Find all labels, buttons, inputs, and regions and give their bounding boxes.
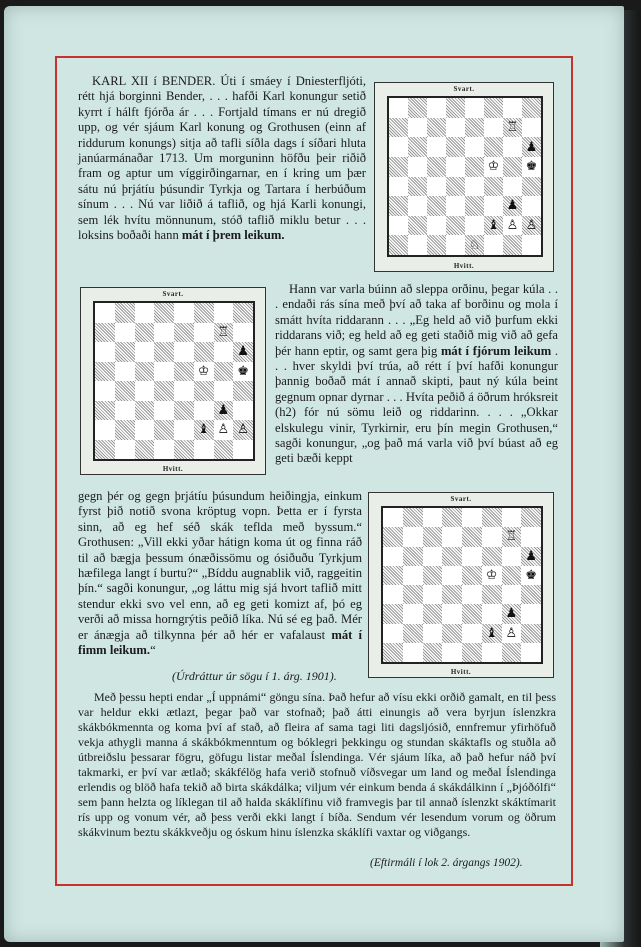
board-square: [503, 216, 522, 236]
board-square: [174, 362, 194, 382]
board-square: [214, 303, 234, 323]
chess-piece-icon: ♔: [197, 363, 210, 379]
board-square: [408, 216, 427, 236]
board-square: [403, 547, 423, 566]
board-square: [135, 303, 155, 323]
board-square: [521, 566, 541, 585]
board-square: [403, 604, 423, 623]
chess-piece-icon: ♚: [237, 363, 249, 379]
board-square: [233, 381, 253, 401]
board-square: [502, 585, 522, 604]
board-square: [408, 98, 427, 118]
board-square: [194, 323, 214, 343]
board-square: [403, 508, 423, 527]
board-square: [522, 137, 541, 157]
board-square: [465, 177, 484, 197]
board-square: [389, 98, 408, 118]
board-square: [389, 118, 408, 138]
board-square: [383, 527, 403, 546]
board-square: [465, 216, 484, 236]
board-square: [214, 323, 234, 343]
board-square: [521, 527, 541, 546]
board-square: [194, 401, 214, 421]
source-caption-1: (Úrdráttur úr sögu í 1. árg. 1901).: [172, 669, 337, 683]
chess-piece-icon: ♟: [217, 402, 230, 418]
board-square: [214, 362, 234, 382]
board-square: [403, 566, 423, 585]
diagram-label-white: Hvitt.: [162, 465, 184, 473]
board-square: [214, 440, 234, 460]
board-square: [154, 362, 174, 382]
board-square: [383, 547, 403, 566]
bold-phrase: mát í fjórum leikum: [440, 343, 552, 358]
board-square: [522, 196, 541, 216]
board-square: [174, 440, 194, 460]
board-square: [484, 177, 503, 197]
board-square: [427, 235, 446, 255]
board-square: [462, 527, 482, 546]
board-square: [383, 624, 403, 643]
diagram-label-white: Hvitt.: [453, 262, 475, 270]
chess-piece-icon: ♖: [217, 324, 230, 340]
board-square: [446, 118, 465, 138]
board-square: [383, 643, 403, 662]
board-square: [423, 527, 443, 546]
board-square: [427, 118, 446, 138]
board-square: [465, 196, 484, 216]
chessboard: [387, 96, 543, 257]
board-square: [502, 508, 522, 527]
board-square: [502, 624, 522, 643]
board-square: [115, 440, 135, 460]
board-square: [383, 604, 403, 623]
board-square: [135, 440, 155, 460]
board-square: [462, 508, 482, 527]
board-square: [389, 137, 408, 157]
chess-piece-icon: ♘: [468, 237, 481, 253]
board-square: [174, 420, 194, 440]
board-square: [194, 362, 214, 382]
chess-piece-icon: ♙: [505, 625, 518, 641]
board-square: [503, 157, 522, 177]
chess-piece-icon: ♝: [197, 422, 210, 438]
chess-diagram-1: [374, 82, 554, 272]
board-square: [502, 643, 522, 662]
story-paragraph-1: KARL XII í BENDER. Úti í smáey í Dniesterfljóti, rétt hjá borginni Bender, . . . hafði Karl konungur setið kyrrt í hálft fjórða ár . . . Fortjald tímans er nú dregið upp, og vér sjáum Karl konung og Grothusen (einn af riddurum konungs) sitja að tafli síðla dags í síðari hluta janúarmánaðar 1713. Um morguninn höfðu þeir riðið fram og aptur um víggirðingarnar, en í kring um þær sátu nú þrjátíu þúsundir Tyrkja og Tartara í herbúðum sínum . . . Nú var liðið á taflið, og hjá Karli konungi, sem lék hvítu mönnunum, stóð taflið miklu betur . . . loksins boðaði hann mát í þrem leikum.: [78, 74, 366, 243]
board-square: [423, 585, 443, 604]
board-square: [403, 527, 423, 546]
chess-piece-icon: ♟: [525, 139, 538, 155]
board-square: [174, 381, 194, 401]
board-square: [465, 157, 484, 177]
board-square: [233, 362, 253, 382]
board-square: [389, 177, 408, 197]
board-square: [194, 342, 214, 362]
board-square: [115, 303, 135, 323]
chess-piece-icon: ♙: [506, 218, 519, 234]
chess-piece-icon: ♔: [487, 159, 500, 175]
board-square: [465, 98, 484, 118]
board-square: [115, 381, 135, 401]
board-square: [154, 401, 174, 421]
source-caption-2: (Eftirmáli í lok 2. árgangs 1902).: [370, 857, 523, 869]
board-square: [115, 420, 135, 440]
board-square: [442, 604, 462, 623]
board-square: [403, 624, 423, 643]
board-square: [403, 643, 423, 662]
board-square: [465, 235, 484, 255]
board-square: [484, 196, 503, 216]
board-square: [462, 566, 482, 585]
board-square: [233, 440, 253, 460]
board-square: [502, 566, 522, 585]
board-square: [408, 235, 427, 255]
bold-phrase: mát í þrem leikum.: [181, 228, 285, 243]
board-square: [389, 235, 408, 255]
chessboard: [93, 301, 255, 461]
board-square: [135, 323, 155, 343]
board-square: [154, 303, 174, 323]
board-square: [502, 527, 522, 546]
chess-piece-icon: ♙: [525, 218, 538, 234]
board-square: [135, 342, 155, 362]
board-square: [484, 98, 503, 118]
board-square: [521, 585, 541, 604]
board-square: [482, 527, 502, 546]
board-square: [521, 547, 541, 566]
chess-piece-icon: ♖: [505, 529, 518, 545]
board-square: [521, 624, 541, 643]
board-square: [383, 566, 403, 585]
chess-piece-icon: ♝: [485, 625, 498, 641]
chess-piece-icon: ♚: [525, 567, 537, 583]
chess-piece-icon: ♟: [525, 548, 537, 564]
board-square: [95, 401, 115, 421]
board-square: [95, 323, 115, 343]
board-square: [174, 303, 194, 323]
board-square: [403, 585, 423, 604]
board-square: [482, 624, 502, 643]
board-square: [442, 527, 462, 546]
board-square: [522, 216, 541, 236]
chess-piece-icon: ♟: [237, 344, 249, 360]
board-square: [462, 624, 482, 643]
board-square: [503, 177, 522, 197]
board-square: [521, 508, 541, 527]
board-square: [194, 420, 214, 440]
board-square: [442, 566, 462, 585]
board-square: [484, 137, 503, 157]
board-square: [95, 303, 115, 323]
board-square: [115, 323, 135, 343]
board-square: [154, 342, 174, 362]
board-square: [194, 381, 214, 401]
board-square: [115, 362, 135, 382]
board-square: [214, 420, 234, 440]
board-square: [482, 643, 502, 662]
board-square: [503, 98, 522, 118]
board-square: [502, 604, 522, 623]
board-square: [521, 604, 541, 623]
chess-diagram-3: [368, 492, 554, 678]
board-square: [115, 401, 135, 421]
story-paragraph-2: Hann var varla búinn að sleppa orðinu, þegar kúla . . . endaði rás sína með því að taka af borðinu og mola í smátt hvíta riddarann . . . „Eg held að við þurfum ekki riddarans við; eg held að eg geti staðið mig við að gefa þér hann eptir, og samt gera þig mát í fjórum leikum . . . hver skyldi því trúa, að rétt í því hafði konungur þannig boðað mát í annað skipti, þaut ný kúla beint gegnum opnar dyrnar . . . Hvíta peðið á öðrum hróksreit (h2) fór nú sömu leið og riddarinn. . . . „Okkar elskulegu vinir, Tyrkirnir, eru þín megin Grothusen,“ sagði konungur, „og það má varla við því búast að eg geti bæði keppt: [275, 282, 559, 466]
board-square: [484, 216, 503, 236]
board-square: [214, 342, 234, 362]
board-square: [423, 604, 443, 623]
chess-piece-icon: ♔: [485, 567, 498, 583]
board-square: [389, 157, 408, 177]
board-square: [408, 177, 427, 197]
board-square: [446, 235, 465, 255]
board-square: [233, 420, 253, 440]
afterword-paragraph: Með þessu hepti endar „Í uppnámi“ göngu sína. Það hefur að vísu ekki orðið gamalt, en til þess var heldur ekki ætlazt, þegar það var stofnað; það átti einungis að vera byrjun íslenzkra skákbókmennta og koma því af stað, að fleira af sama tagi liti dagsljósið, ennfremur yfirhöfuð vekja athygli manna á skákbókmenntum og bóklegri þekkingu og stundan skáktafls og stuðla að útbreiðslu þessarar fögru, göfugu listar meðal Íslendinga. Vér sjáum líka, að það hefur náð því takmarki, er því var ætlað; skákfélög hafa verið stofnuð víðsvegar um land og meðal Íslendinga erlendis og blöð hafa tekið að birta skákdálka; viljum vér einkum benda á skákdálkinn í „Þjóðólfi“ sem þann helzta og líklegan til að halda skáklífinu við framvegis þar til annað íslenzkt skáktímarit rís upp og vonum vér, að þess verði ekki langt í bíða. Sendum vér lesendum vorum og öðrum skákvinum beztu skákkveðju og óskum hinu íslenzka skáklífi vaxtar og viðgangs.: [78, 690, 556, 839]
board-square: [465, 137, 484, 157]
board-square: [135, 381, 155, 401]
board-square: [383, 585, 403, 604]
board-square: [95, 381, 115, 401]
board-square: [462, 547, 482, 566]
board-square: [408, 196, 427, 216]
board-square: [427, 157, 446, 177]
board-square: [423, 566, 443, 585]
board-square: [233, 303, 253, 323]
board-square: [427, 196, 446, 216]
board-square: [174, 342, 194, 362]
board-square: [446, 216, 465, 236]
board-square: [484, 157, 503, 177]
board-square: [214, 401, 234, 421]
board-square: [503, 118, 522, 138]
board-square: [135, 401, 155, 421]
board-square: [522, 177, 541, 197]
chess-piece-icon: ♚: [525, 159, 538, 175]
board-square: [427, 177, 446, 197]
chess-piece-icon: ♖: [506, 119, 519, 135]
board-square: [135, 362, 155, 382]
board-square: [442, 508, 462, 527]
board-square: [383, 508, 403, 527]
board-square: [427, 98, 446, 118]
board-square: [462, 643, 482, 662]
board-square: [482, 547, 502, 566]
chess-piece-icon: ♟: [505, 606, 518, 622]
board-square: [95, 342, 115, 362]
board-square: [446, 177, 465, 197]
board-square: [442, 547, 462, 566]
board-square: [442, 585, 462, 604]
diagram-label-black: Svart.: [450, 495, 472, 503]
board-square: [446, 137, 465, 157]
spine-edge: [621, 880, 639, 920]
chess-diagram-2: [80, 287, 266, 475]
board-square: [423, 508, 443, 527]
board-square: [462, 604, 482, 623]
board-square: [427, 216, 446, 236]
board-square: [446, 196, 465, 216]
board-square: [521, 643, 541, 662]
board-square: [408, 157, 427, 177]
board-square: [174, 401, 194, 421]
board-square: [446, 98, 465, 118]
board-square: [462, 585, 482, 604]
board-square: [442, 643, 462, 662]
board-square: [233, 401, 253, 421]
board-square: [174, 323, 194, 343]
board-square: [482, 566, 502, 585]
board-square: [503, 235, 522, 255]
board-square: [522, 98, 541, 118]
board-square: [502, 547, 522, 566]
board-square: [115, 342, 135, 362]
board-square: [503, 137, 522, 157]
board-square: [484, 118, 503, 138]
board-square: [484, 235, 503, 255]
board-square: [482, 508, 502, 527]
board-square: [233, 342, 253, 362]
board-square: [522, 157, 541, 177]
board-square: [446, 157, 465, 177]
chessboard: [381, 506, 543, 664]
chess-piece-icon: ♙: [237, 422, 249, 438]
board-square: [154, 420, 174, 440]
board-square: [389, 196, 408, 216]
chess-piece-icon: ♟: [506, 198, 519, 214]
board-square: [482, 585, 502, 604]
diagram-label-white: Hvitt.: [450, 668, 472, 676]
bold-phrase: mát í fimm leikum.: [78, 627, 362, 658]
board-square: [95, 440, 115, 460]
diagram-label-black: Svart.: [162, 290, 184, 298]
board-square: [154, 440, 174, 460]
board-square: [442, 624, 462, 643]
board-square: [423, 624, 443, 643]
board-square: [423, 547, 443, 566]
board-square: [482, 604, 502, 623]
board-square: [522, 235, 541, 255]
board-square: [135, 420, 155, 440]
story-paragraph-3: gegn þér og gegn þrjátíu þúsundum heiðingja, einkum fyrst þið notið svona kröptug vopn. Þetta er í fyrsta sinn, að eg hef séð skák teflda með byssum.“ Grothusen: „Vill ekki yðar hátign koma út og finna ráð til að bægja þessum ónæðissömu og ósiðuðu Tyrkjum hæfilega langt í burtu?“ „Bíddu augnablik við, raggeitin þín.“ sagði konungur, „og láttu mig sjá hvort taflið mitt stendur ekki svo vel enn, að eg geti komizt af, þó eg verði að missa horngrýtis peðið líka. Nú sé eg það. Mér er ánægja að tilkynna þér að hér er vafalaust mát í fimm leikum.“: [78, 489, 362, 658]
board-square: [154, 381, 174, 401]
board-square: [95, 362, 115, 382]
board-square: [522, 118, 541, 138]
diagram-label-black: Svart.: [453, 85, 475, 93]
chess-piece-icon: ♙: [217, 422, 230, 438]
board-square: [408, 118, 427, 138]
board-square: [194, 440, 214, 460]
chess-piece-icon: ♝: [487, 218, 500, 234]
board-square: [503, 196, 522, 216]
board-square: [423, 643, 443, 662]
board-square: [408, 137, 427, 157]
board-square: [154, 323, 174, 343]
board-square: [427, 137, 446, 157]
board-square: [389, 216, 408, 236]
board-square: [233, 323, 253, 343]
board-square: [95, 420, 115, 440]
board-square: [194, 303, 214, 323]
board-square: [465, 118, 484, 138]
board-square: [214, 381, 234, 401]
